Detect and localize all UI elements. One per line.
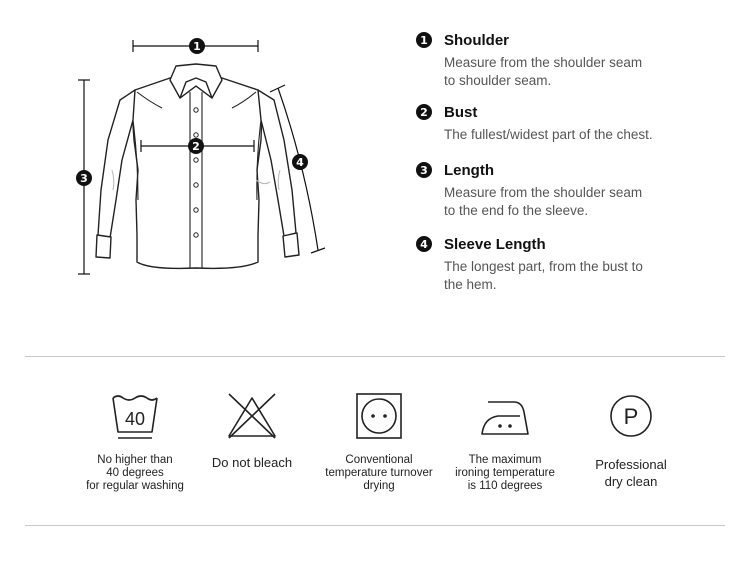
measure-title: Length — [444, 162, 494, 179]
iron-icon — [478, 392, 532, 440]
care-label — [440, 454, 570, 493]
care-label-line: Conventional — [345, 454, 413, 466]
measure-item-shoulder — [416, 32, 642, 90]
desc-line: The fullest/widest part of the chest. — [444, 127, 653, 142]
measure-description — [444, 126, 653, 144]
care-item-wash — [70, 392, 200, 493]
care-item-bleach — [187, 392, 317, 469]
care-label-line: Do not bleach — [211, 455, 293, 470]
care-label-line: ironing temperature — [455, 467, 555, 479]
care-label-line: drying — [363, 480, 395, 492]
care-label-line: temperature turnover — [325, 467, 433, 479]
marker-4-label: 4 — [296, 156, 304, 169]
desc-line: The longest part, from the bust to — [444, 259, 643, 274]
care-label-line: dry clean — [604, 474, 658, 489]
number-badge-icon: 4 — [416, 236, 432, 252]
care-label-line: Professional — [595, 457, 667, 472]
measure-description — [444, 184, 642, 220]
dry-clean-icon — [607, 392, 655, 440]
divider — [25, 525, 725, 526]
measure-item-sleeve-length — [416, 236, 643, 294]
measure-description — [444, 258, 643, 294]
desc-line: the hem. — [444, 277, 497, 292]
marker-1-label: 1 — [193, 40, 201, 53]
care-label — [70, 454, 200, 493]
divider — [25, 356, 725, 357]
measure-title: Bust — [444, 104, 478, 121]
measure-title: Shoulder — [444, 32, 510, 49]
care-label-line: 40 degrees — [106, 467, 164, 479]
care-label-line: The maximum — [468, 454, 542, 466]
number-badge-icon: 1 — [416, 32, 432, 48]
measure-item-bust — [416, 104, 653, 144]
measure-title: Sleeve Length — [444, 236, 546, 253]
care-item-dry — [314, 392, 444, 493]
desc-line: to the end fo the sleeve. — [444, 203, 589, 218]
care-label-line: for regular washing — [86, 480, 184, 492]
care-label-line: is 110 degrees — [467, 480, 543, 492]
shirt-diagram — [60, 30, 350, 290]
dry-clean-symbol: P — [623, 404, 639, 429]
wash-40-icon — [109, 392, 161, 440]
care-label — [187, 456, 317, 469]
no-bleach-icon — [225, 392, 279, 440]
care-label-line: No higher than — [97, 454, 173, 466]
marker-3-label: 3 — [80, 172, 88, 185]
care-label — [314, 454, 444, 493]
desc-line: Measure from the shoulder seam — [444, 185, 643, 200]
desc-line: Measure from the shoulder seam — [444, 55, 643, 70]
care-label — [566, 456, 696, 490]
wash-temperature: 40 — [124, 409, 146, 429]
desc-line: to shoulder seam. — [444, 73, 552, 88]
care-item-dry-clean — [566, 392, 696, 490]
number-badge-icon: 2 — [416, 104, 432, 120]
measure-item-length — [416, 162, 642, 220]
tumble-dry-icon — [355, 392, 403, 440]
marker-2-label: 2 — [192, 140, 200, 153]
measure-description — [444, 54, 642, 90]
care-item-iron — [440, 392, 570, 493]
number-badge-icon: 3 — [416, 162, 432, 178]
